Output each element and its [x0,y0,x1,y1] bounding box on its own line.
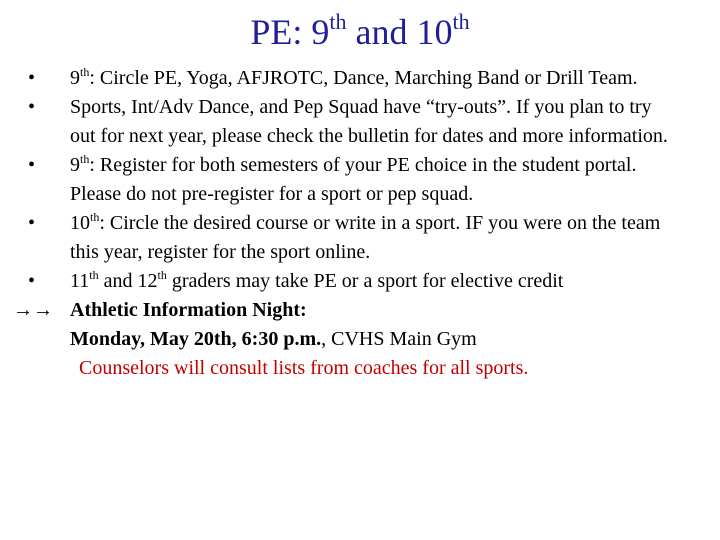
title-superscript: th [452,9,470,34]
event-heading-text: Athletic Information Night: [70,299,307,321]
bullet-text: 10 [70,212,90,234]
bullet-item [28,209,670,267]
bullet-text: Sports, Int/Adv Dance, and Pep Squad have “try-outs”. If you plan to try out for next year, please check the bulletin for dates and more information. [70,96,668,147]
bullet-icon: • [28,212,36,234]
bullet-icon: • [28,270,36,292]
closing-note: Counselors will consult lists from coaches for all sports. [79,357,529,379]
bullet-text: : Circle PE, Yoga, AFJROTC, Dance, Marching Band or Drill Team. [89,67,638,89]
title-superscript: th [329,9,347,34]
slide-body [0,64,720,383]
bullet-text: 11 [70,270,90,292]
bullet-item [28,151,670,209]
superscript: th [80,152,90,166]
bullet-text: graders may take PE or a sport for elective credit [166,270,564,292]
bullet-text: and 12 [98,270,158,292]
bullet-text: 9 [70,67,80,89]
bullet-item [28,93,670,151]
event-date-time: Monday, May 20th, 6:30 p.m. [70,328,322,350]
bullet-item [28,267,670,296]
bullet-icon: • [28,154,36,176]
bullet-icon: • [28,96,36,118]
event-heading [13,296,720,325]
superscript: th [90,210,100,224]
right-arrow-icon: →→ [13,299,53,321]
bullet-text: : Register for both semesters of your PE choice in the student portal. Please do not pre-register for a sport or pep squad. [70,154,637,205]
event-details [70,325,720,354]
superscript: th [89,268,99,282]
bullet-text: : Circle the desired course or write in a sport. IF you were on the team this year, register for the sport online. [70,212,661,263]
bullet-text: 9 [70,154,80,176]
bullet-icon: • [28,67,36,89]
bullet-item [28,64,670,93]
slide-title [0,10,720,54]
title-text: and 10 [346,12,453,52]
event-location: , CVHS Main Gym [321,328,477,350]
title-text: PE: 9 [250,12,330,52]
superscript: th [157,268,167,282]
superscript: th [80,65,90,79]
